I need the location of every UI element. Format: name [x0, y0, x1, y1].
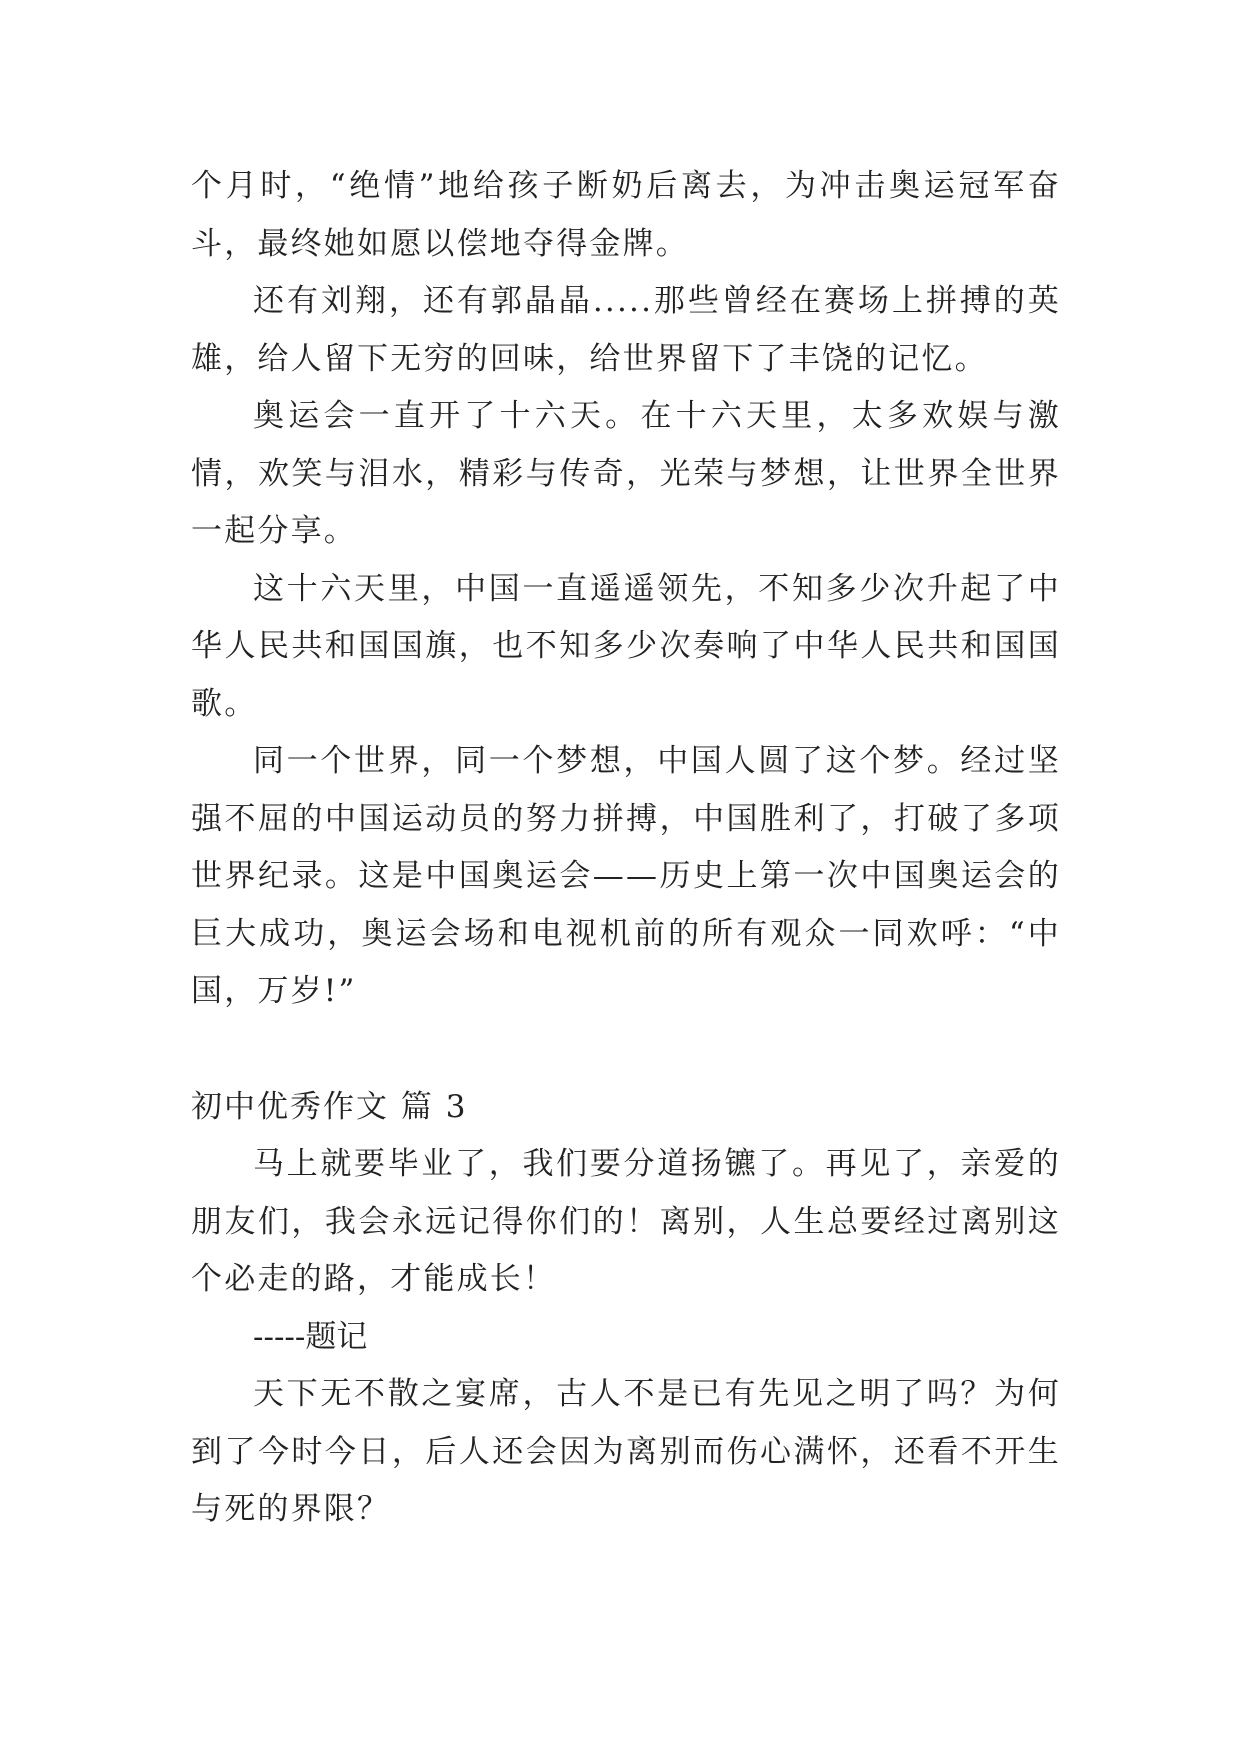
document-page — [191, 158, 1061, 1539]
section-heading: 初中优秀作文 篇 3 — [191, 1088, 468, 1125]
paragraph: 还有刘翔，还有郭晶晶.....那些曾经在赛场上拼搏的英雄，给人留下无穷的回味，给世界留下了丰饶的记忆。 — [191, 283, 1061, 377]
paragraph: 同一个世界，同一个梦想，中国人圆了这个梦。经过坚强不屈的中国运动员的努力拼搏，中国胜利了，打破了多项世界纪录。这是中国奥运会——历史上第一次中国奥运会的巨大成功，奥运会场和电视机前的所有观众一同欢呼：“中国，万岁!” — [191, 743, 1061, 1009]
epigraph-signature: -----题记 — [253, 1318, 368, 1355]
paragraph: 马上就要毕业了，我们要分道扬镳了。再见了，亲爱的朋友们，我会永远记得你们的！离别，人生总要经过离别这个必走的路，才能成长！ — [191, 1146, 1061, 1297]
paragraph: 奥运会一直开了十六天。在十六天里，太多欢娱与激情，欢笑与泪水，精彩与传奇，光荣与梦想，让世界全世界一起分享。 — [191, 398, 1061, 549]
paragraph: 天下无不散之宴席，古人不是已有先见之明了吗？为何到了今时今日，后人还会因为离别而伤心满怀，还看不开生与死的界限？ — [191, 1376, 1061, 1527]
paragraph-continuation: 个月时，“绝情”地给孩子断奶后离去，为冲击奥运冠军奋斗，最终她如愿以偿地夺得金牌。 — [191, 168, 1061, 262]
paragraph: 这十六天里，中国一直遥遥领先，不知多少次升起了中华人民共和国国旗，也不知多少次奏响了中华人民共和国国歌。 — [191, 570, 1061, 722]
